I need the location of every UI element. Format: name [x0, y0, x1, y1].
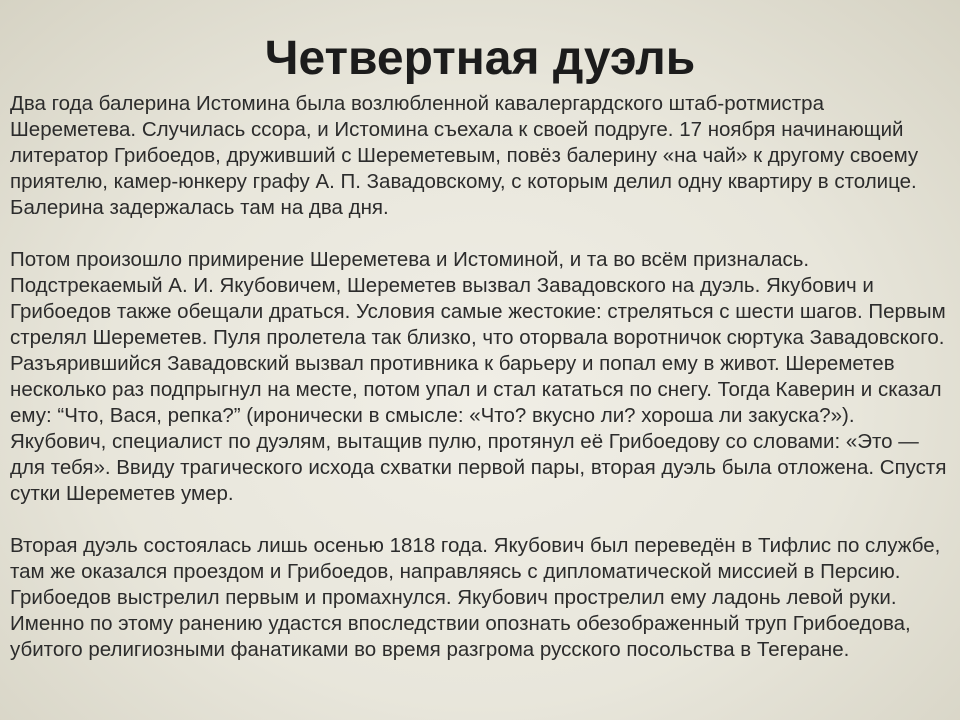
slide-title: Четвертная дуэль	[264, 32, 696, 85]
paragraph-1: Два года балерина Истомина была возлюбленной кавалергардского штаб-ротмистра Шереметева. Случилась ссора, и Истомина съехала к своей подруге. 17 ноября начинающий литератор Грибоедов, друживший с Шереметевым, повёз балерину «на чай» к другому своему приятелю, камер-юнкеру графу А. П. Завадовскому, с которым делил одну квартиру в столице. Балерина задержалась там на два дня.	[10, 92, 919, 219]
slide-body	[10, 91, 950, 663]
paragraph-3: Вторая дуэль состоялась лишь осенью 1818 года. Якубович был переведён в Тифлис по службе, там же оказался проездом и Грибоедов, направляясь с дипломатической миссией в Персию. Грибоедов выстрелил первым и промахнулся. Якубович прострелил ему ладонь левой руки. Именно по этому ранению удастся впоследствии опознать обезображенный труп Грибоедова, убитого религиозными фанатиками во время разгрома русского посольства в Тегеране.	[10, 534, 941, 661]
paragraph-2: Потом произошло примирение Шереметева и Истоминой, и та во всём призналась. Подстрекаемый А. И. Якубовичем, Шереметев вызвал Завадовского на дуэль. Якубович и Грибоедов также обещали драться. Условия самые жестокие: стреляться с шести шагов. Первым стрелял Шереметев. Пуля пролетела так близко, что оторвала воротничок сюртука Завадовского. Разъярившийся Завадовский вызвал противника к барьеру и попал ему в живот. Шереметев несколько раз подпрыгнул на месте, потом упал и стал кататься по снегу. Тогда Каверин и сказал ему: “Что, Вася, репка?” (иронически в смысле: «Что? вкусно ли? хороша ли закуска?»). Якубович, специалист по дуэлям, вытащив пулю, протянул её Грибоедову со словами: «Это — для тебя». Ввиду трагического исхода схватки первой пары, вторая дуэль была отложена. Спустя сутки Шереметев умер.	[10, 248, 947, 505]
